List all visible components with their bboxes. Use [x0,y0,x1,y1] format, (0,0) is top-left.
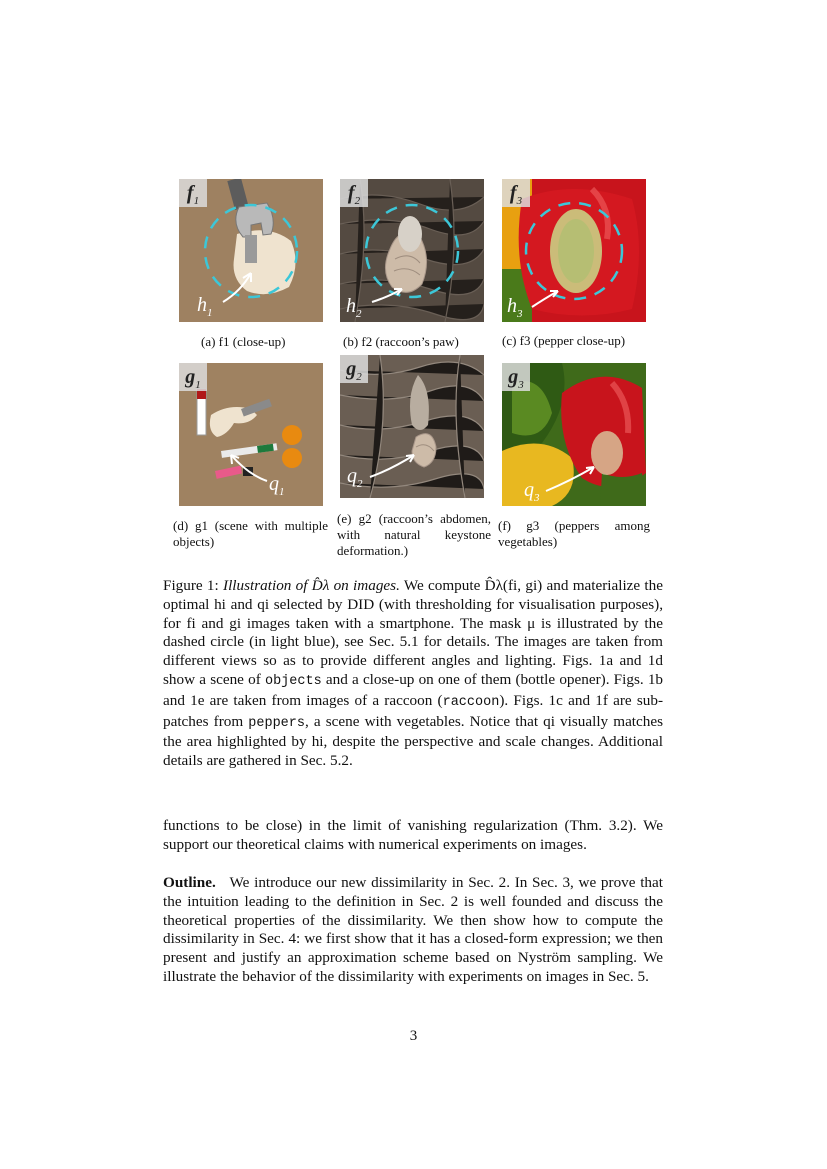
figure-panel-a [179,179,323,322]
caption-text: ). Figs. 1c and 1f are sub-patches from [163,691,663,730]
caption-text: , a scene with vegetables. Notice that qi visually matches the area highlighted by hi, despite the perspective and scale changes. Additional details are gathered in Sec. 5.2. [163,712,664,770]
figure-caption [163,577,663,771]
panel-label: $h_1$ [197,294,213,319]
subcaption-a: (a) f1 (close-up) [201,334,286,349]
outline-heading: Outline. [163,874,216,891]
panel-tag: $f_1$ [179,179,207,207]
caption-text: and a close-up on one of them (bottle opener). Figs. 1b and 1e are taken from images of a raccoon ( [163,670,664,709]
subcaption-f: (f) g3 (peppers among vegetables) [498,518,650,549]
figure-panel-e [340,355,484,498]
panel-tag: $g_2$ [340,355,368,383]
panel-tag: $g_1$ [179,363,207,391]
caption-text: We compute D̂λ(fi, gi) and materialize the optimal hi and qi selected by DID (with thresholding for visualisation purposes), for fi and gi images taken with a smartphone. The mask μ is illustrated by the dashed circle (in light blue), see Sec. 5.1 for details. The images are taken from different views so as to provide different angles and lighting. Figs. 1a and 1d show a scene of [163,577,663,688]
panel-label: $q_1$ [269,473,285,498]
figure-panel-f [502,363,646,506]
outline-paragraph [163,874,663,987]
page-number: 3 [409,1028,418,1044]
subcaption-d: (d) g1 (scene with multiple objects) [173,518,328,549]
panel-label: $q_2$ [347,465,363,490]
caption-label: Figure 1: [163,577,219,594]
outline-text: We introduce our new dissimilarity in Sec. 2. In Sec. 3, we prove that the intuition leading to the definition in Sec. 2 is well founded and discuss the theoretical properties of the dissimilarity. We then show how to compute the dissimilarity in Sec. 4: we first show that it has a closed-form expression; we then present and justify an approximation scheme based on Nyström sampling. We illustrate the behavior of the dissimilarity with experiments on images in Sec. 5. [163,874,663,985]
caption-code: raccoon [442,694,500,710]
figure-panel-c [502,179,646,322]
panel-tag: $g_3$ [502,363,530,391]
panel-label: $q_3$ [524,479,540,504]
panel-tag: $f_2$ [340,179,368,207]
panel-tag: $f_3$ [502,179,530,207]
figure-panel-b [340,179,484,322]
caption-code: peppers [248,715,305,731]
panel-label: $h_2$ [346,295,362,320]
subcaption-c: (c) f3 (pepper close-up) [502,333,626,348]
subcaption-e: (e) g2 (raccoon’s abdomen, with natural keystone deformation.) [337,511,491,558]
panel-label: $h_3$ [507,295,523,320]
caption-title: Illustration of D̂λ on images. [223,577,400,594]
figure-panel-d [179,363,323,506]
body-paragraph: functions to be close) in the limit of vanishing regularization (Thm. 3.2). We support our theoretical claims with numerical experiments on images. [163,817,663,853]
caption-code: objects [264,673,322,689]
subcaption-b: (b) f2 (raccoon’s paw) [343,334,459,349]
